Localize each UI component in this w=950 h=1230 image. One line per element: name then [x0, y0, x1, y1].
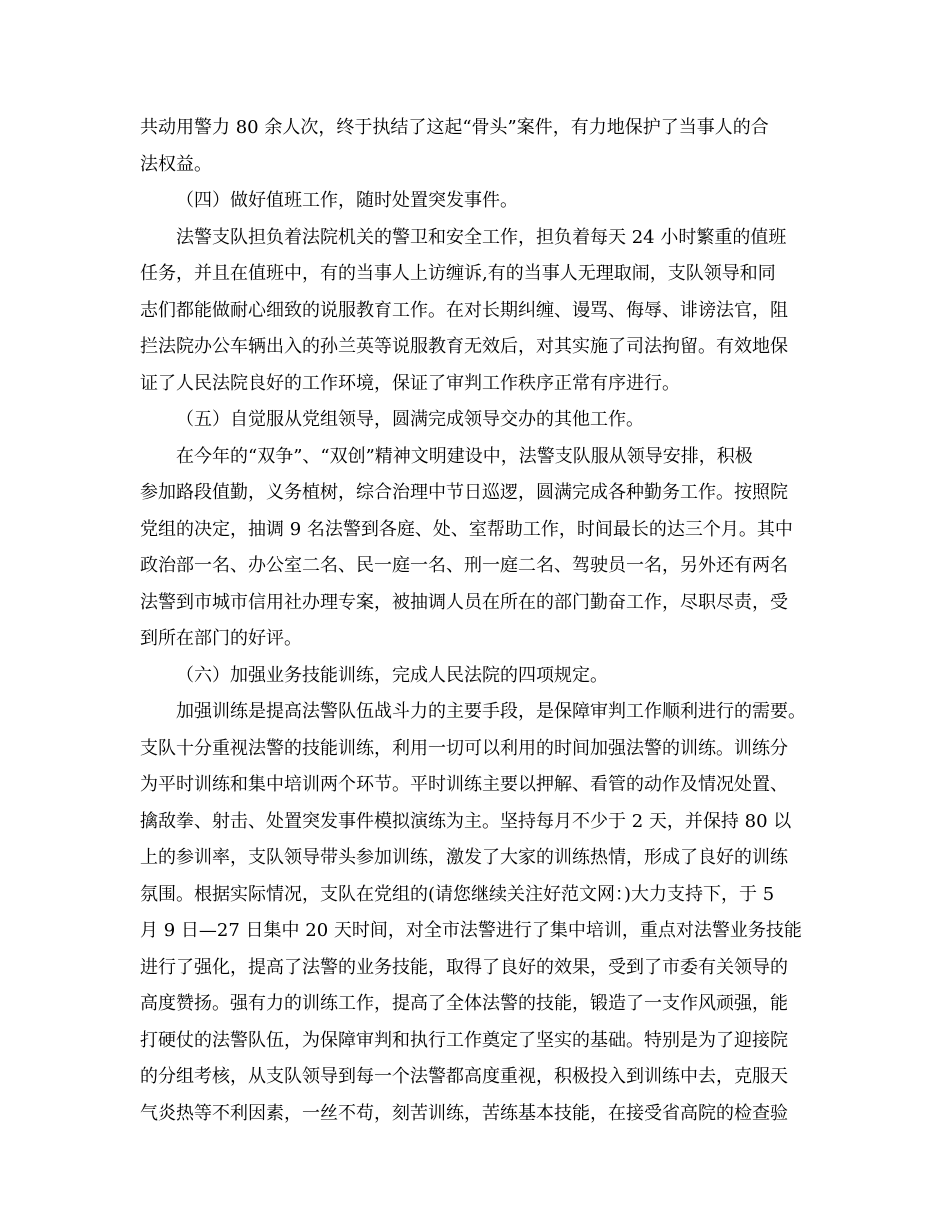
text-line: 氛围。根据实际情况，支队在党组的(请您继续关注好范文网：)大力支持下，于 5: [140, 883, 775, 905]
text-line: 拦法院办公车辆出入的孙兰英等说服教育无效后，对其实施了司法拘留。有效地保: [140, 336, 788, 357]
text-line: 上的参训率，支队领导带头参加训练，激发了大家的训练热情，形成了良好的训练: [140, 847, 788, 868]
text-line: 的分组考核，从支队领导到每一个法警都高度重视，积极投入到训练中去，克服天: [140, 1066, 788, 1087]
section-heading: （六）加强业务技能训练，完成人民法院的四项规定。: [176, 664, 608, 686]
text-line: 法权益。: [140, 153, 212, 175]
text-line: 气炎热等不利因素，一丝不苟，刻苦训练，苦练基本技能，在接受省高院的检查验: [140, 1102, 788, 1124]
text-line: 擒敌拳、射击、处置突发事件模拟演练为主。坚持每月不少于 2 天，并保持 80 以: [140, 810, 792, 832]
document-body: [140, 110, 824, 1132]
text-line: 法警到市城市信用社办理专案，被抽调人员在所在的部门勤奋工作，尽职尽责，受: [140, 591, 788, 613]
text-line: 法警支队担负着法院机关的警卫和安全工作，担负着每天 24 小时繁重的值班: [176, 226, 787, 248]
text-line: 参加路段值勤，义务植树，综合治理中节日巡逻，圆满完成各种勤务工作。按照院: [140, 482, 788, 503]
section-heading: （五）自觉服从党组领导，圆满完成领导交办的其他工作。: [176, 409, 644, 430]
text-line: 在今年的“双争”、“双创”精神文明建设中，法警支队服从领导安排，积极: [176, 445, 753, 467]
text-line: 志们都能做耐心细致的说服教育工作。在对长期纠缠、谩骂、侮辱、诽谤法官，阻: [140, 299, 788, 321]
text-line: 证了人民法院良好的工作环境，保证了审判工作秩序正常有序进行。: [140, 372, 680, 394]
text-line: 共动用警力 80 余人次，终于执结了这起“骨头”案件，有力地保护了当事人的合: [140, 117, 769, 138]
text-line: 高度赞扬。强有力的训练工作，提高了全体法警的技能，锻造了一支作风顽强，能: [140, 993, 788, 1014]
section-heading: （四）做好值班工作，随时处置突发事件。: [176, 190, 518, 211]
text-line: 加强训练是提高法警队伍战斗力的主要手段，是保障审判工作顺利进行的需要。: [176, 701, 806, 722]
text-line: 为平时训练和集中培训两个环节。平时训练主要以押解、看管的动作及情况处置、: [140, 774, 788, 795]
text-line: 支队十分重视法警的技能训练，利用一切可以利用的时间加强法警的训练。训练分: [140, 737, 788, 759]
text-line: 月 9 日—27 日集中 20 天时间，对全市法警进行了集中培训，重点对法警业务技能: [140, 920, 802, 941]
text-line: 政治部一名、办公室二名、民一庭一名、刑一庭二名、驾驶员一名，另外还有两名: [140, 555, 788, 576]
text-line: 任务，并且在值班中，有的当事人上访缠诉,有的当事人无理取闹，支队领导和同: [140, 263, 776, 284]
text-line: 进行了强化，提高了法警的业务技能，取得了良好的效果，受到了市委有关领导的: [140, 956, 788, 978]
text-line: 打硬仗的法警队伍，为保障审判和执行工作奠定了坚实的基础。特别是为了迎接院: [140, 1029, 788, 1051]
text-line: 党组的决定，抽调 9 名法警到各庭、处、室帮助工作，时间最长的达三个月。其中: [140, 518, 793, 540]
text-line: 到所在部门的好评。: [140, 628, 302, 649]
